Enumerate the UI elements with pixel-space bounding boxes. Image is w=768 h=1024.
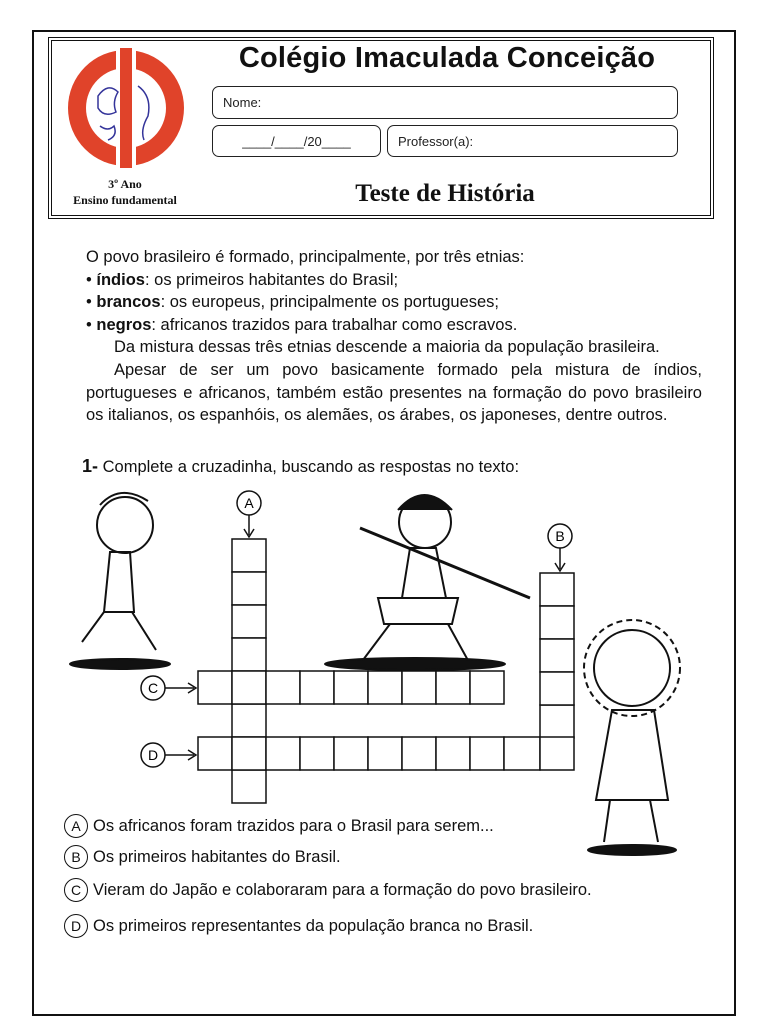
clue-a-marker: A (64, 814, 88, 838)
label-a-text: A (244, 495, 254, 511)
date-field[interactable]: ____/____/20____ (212, 125, 381, 157)
name-field[interactable]: Nome: (212, 86, 678, 119)
grade-level: Ensino fundamental (73, 193, 177, 207)
bullet-indios: • índios: os primeiros habitantes do Brasil; (86, 270, 399, 289)
test-title: Teste de História (355, 180, 535, 207)
paragraph-1: Da mistura dessas três etnias descende a maioria da população brasileira. (114, 338, 660, 357)
clue-c-marker: C (64, 878, 88, 902)
grade-year: 3º Ano (108, 177, 142, 191)
label-b-text: B (555, 528, 565, 544)
curly-girl-illustration (584, 620, 680, 855)
school-name: Colégio Imaculada Conceição (238, 42, 656, 74)
clue-d-text: Os primeiros representantes da população branca no Brasil. (93, 916, 534, 935)
clue-c (64, 878, 592, 902)
clue-c-text: Vieram do Japão e colaboraram para a formação do povo brasileiro. (93, 880, 592, 899)
question-number: 1- (82, 456, 99, 476)
label-c-text: C (147, 680, 159, 696)
clue-b-text: Os primeiros habitantes do Brasil. (93, 847, 341, 866)
teacher-field[interactable]: Professor(a): (387, 125, 678, 157)
bullet-negros: • negros: africanos trazidos para trabalhar como escravos. (86, 315, 518, 334)
clue-a-text: Os africanos foram trazidos para o Brasil para serem... (93, 816, 494, 835)
question-prompt: Complete a cruzadinha, buscando as respostas no texto: (102, 458, 520, 476)
crossword-word-c (198, 671, 574, 705)
clue-b (64, 845, 341, 869)
clue-b-marker: B (64, 845, 88, 869)
boy-illustration (70, 493, 170, 669)
clue-a (64, 814, 494, 838)
paragraph-2: Apesar de ser um povo basicamente formado pela mistura de índios, portugueses e africanos, também estão presentes na formação do povo brasileiro os italianos, os espanhóis, os alemães, os árabes, os japoneses, dentre outros. (86, 360, 702, 425)
crossword-word-d (198, 737, 574, 770)
bullet-brancos: • brancos: os europeus, principalmente os portugueses; (86, 293, 500, 312)
clue-d-marker: D (64, 914, 88, 938)
indigenous-girl-illustration (325, 495, 530, 670)
crossword-word-b (540, 573, 574, 738)
clue-d (64, 914, 533, 938)
label-d-text: D (147, 747, 159, 763)
intro-line: O povo brasileiro é formado, principalmente, por três etnias: (86, 248, 525, 266)
